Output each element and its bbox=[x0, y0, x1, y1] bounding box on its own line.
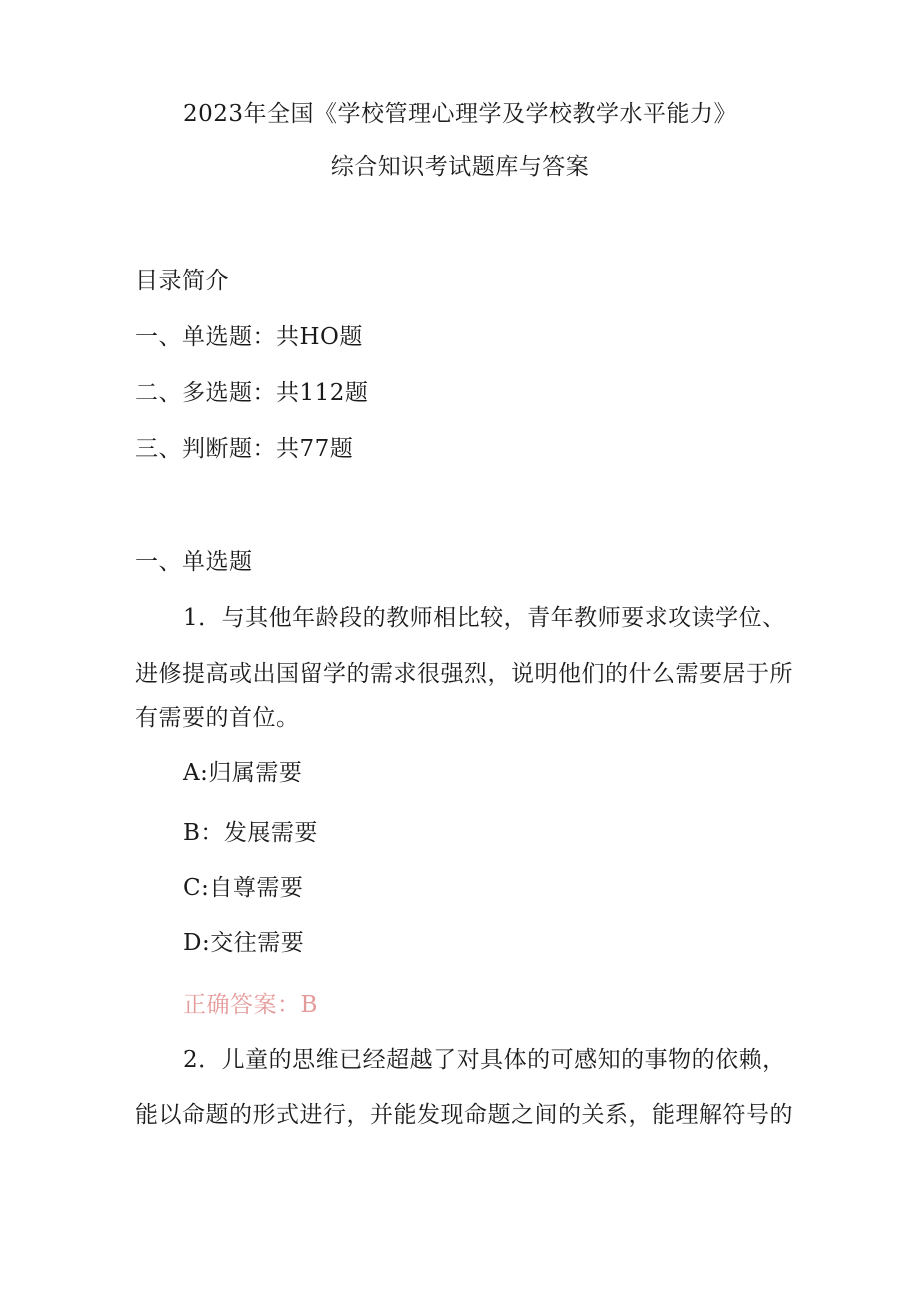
question-1-line-2: 进修提高或出国留学的需求很强烈，说明他们的什么需要居于所 bbox=[135, 661, 793, 687]
question-1-line-1: 1．与其他年龄段的教师相比较，青年教师要求攻读学位、 bbox=[183, 605, 786, 631]
question-2-line-2: 能以命题的形式进行，并能发现命题之间的关系，能理解符号的 bbox=[135, 1102, 793, 1128]
toc-item-multiple-choice: 二、多选题：共112题 bbox=[135, 380, 369, 406]
question-1-option-d: D:交往需要 bbox=[183, 930, 305, 956]
question-1-option-b: B：发展需要 bbox=[183, 820, 318, 846]
question-1-option-c: C:自尊需要 bbox=[183, 875, 304, 901]
toc-heading: 目录简介 bbox=[135, 268, 229, 294]
question-2-line-1: 2．儿童的思维已经超越了对具体的可感知的事物的依赖， bbox=[183, 1047, 786, 1073]
toc-item-single-choice: 一、单选题：共HO题 bbox=[135, 324, 363, 350]
document-title-line-1: 2023年全国《学校管理心理学及学校教学水平能力》 bbox=[182, 101, 738, 127]
question-1-answer: 正确答案：B bbox=[183, 992, 318, 1018]
question-1-option-a: A:归属需要 bbox=[183, 760, 303, 786]
toc-item-true-false: 三、判断题：共77题 bbox=[135, 436, 354, 462]
question-1-line-3: 有需要的首位。 bbox=[135, 705, 300, 731]
document-title-line-2: 综合知识考试题库与答案 bbox=[330, 154, 590, 180]
section-heading: 一、单选题 bbox=[135, 549, 253, 575]
